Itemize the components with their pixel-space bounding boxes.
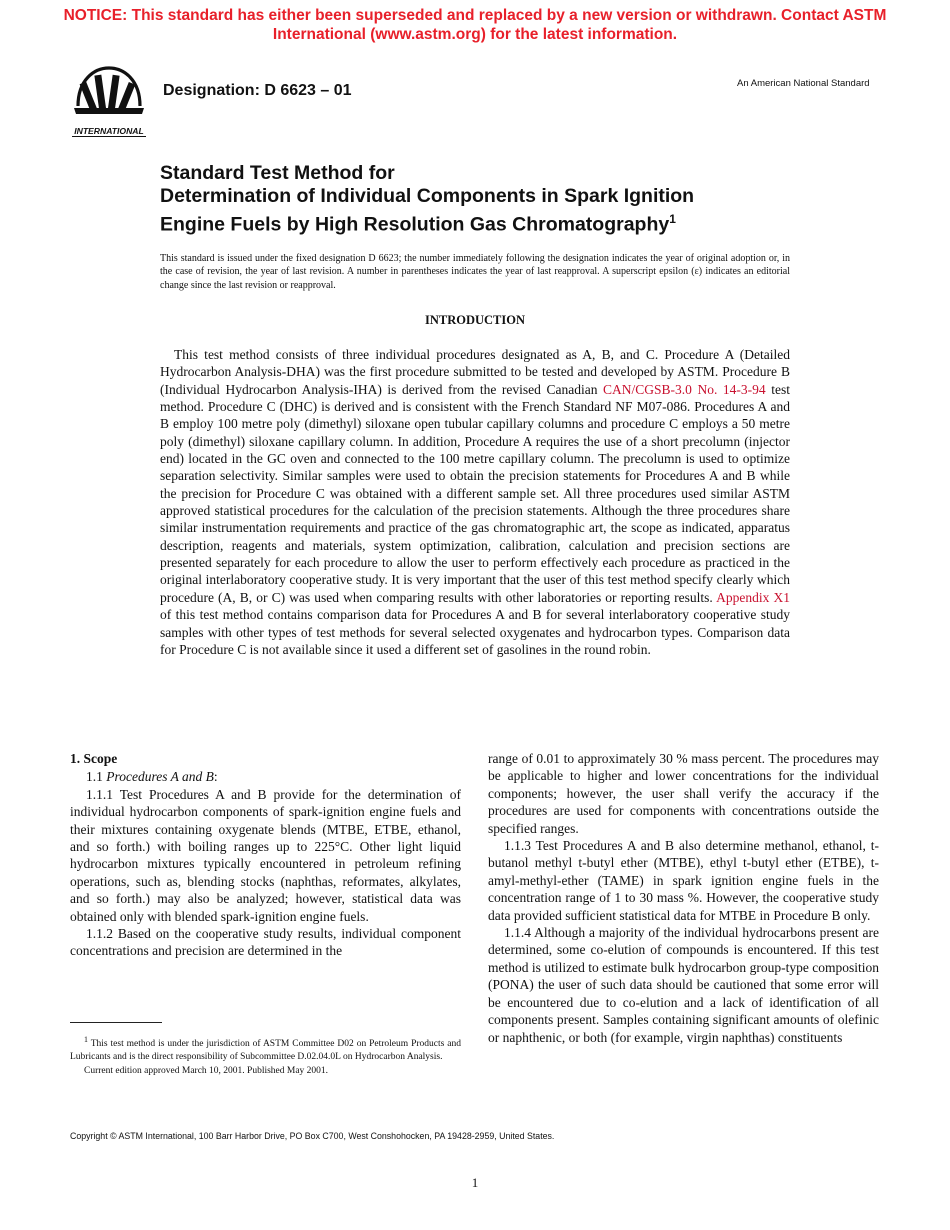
title-footnote-mark: 1 — [669, 212, 676, 226]
notice-line-2: International (www.astm.org) for the latest information. — [272, 26, 678, 43]
section-1-1-2-continued: range of 0.01 to approximately 30 % mass percent. The procedures may be applicable to higher and lower concentrations for the individual components; however, the user shall verify the accuracy if the procedures are used for components with concentrations outside the specified ranges. — [488, 751, 879, 836]
scope-heading: 1. Scope — [70, 751, 118, 766]
astm-logo — [68, 62, 150, 138]
intro-text-b: test method. Procedure C (DHC) is derived and is consistent with the French Standard NF M07-086. Procedures A and B employ 100 metre poly (dimethyl) siloxane open tubular capillary columns and procedure C employs a 50 metre poly (dimethyl) siloxane capillary column. In addition, Procedure A requires the use of a short precolumn (injector end) located in the GC oven and connected to the 100 metre capillary column. The precolumn is used to optimize separation selectivity. Similar samples were used to obtain the precision statements for Procedures A and B while the precision for Procedure C was obtained with a different sample set. All three procedures used similar ASTM approved statistical procedures for the calculation of the precision statements. Although the three procedures share similar instrumentation requirements and practice of the gas chromatographic art, the scope as indicated, apparatus description, reagents and materials, system optimization, calibration, calculation and precision sections are presented separately for each procedure to allow the user to perform effectively each procedure as practiced in the original interlaboratory cooperative study. It is very important that the user of this test method specify clearly which procedure (A, B, or C) was used when comparing results with other laboratories or reporting results. — [160, 381, 791, 605]
introduction-paragraph — [160, 346, 790, 658]
withdrawal-notice — [0, 6, 950, 44]
title-line-2: Determination of Individual Components in Spark Ignition — [160, 185, 695, 207]
issued-note: This standard is issued under the fixed designation D 6623; the number immediately following the designation indicates the year of original adoption or, in the case of revision, the year of last revision. A number in parentheses indicates the year of last reapproval. A superscript epsilon (ε) indicates an editorial change since the last revision or reapproval. — [160, 253, 790, 291]
appendix-x1-link[interactable]: Appendix X1 — [716, 589, 790, 605]
section-1-1-colon: : — [213, 769, 218, 785]
national-standard-label: An American National Standard — [737, 78, 870, 89]
introduction-body — [160, 346, 790, 658]
designation: Designation: D 6623 – 01 — [163, 82, 352, 99]
can-cgsb-link[interactable]: CAN/CGSB-3.0 No. 14-3-94 — [603, 381, 766, 397]
section-1-1-title: Procedures A and B — [106, 769, 214, 785]
section-1-1-1: 1.1.1 Test Procedures A and B provide for the determination of individual hydrocarbon components of spark-ignition engine fuels and their mixtures containing oxygenate blends (MTBE, ETBE, ethanol, and so forth.) with boiling ranges up to 225°C. Other light liquid hydrocarbon mixtures typically encountered in petroleum refining operations, such as, blending stocks (naphthas, reformates, alkylates, and so forth.) may also be analyzed; however, statistical data was obtained only with blended spark-ignition engine fuels. — [70, 786, 461, 924]
document-title — [160, 162, 860, 237]
right-column — [488, 750, 879, 1046]
footnote-1 — [70, 1033, 461, 1065]
section-1-1-number: 1.1 — [86, 769, 107, 785]
section-1-1 — [70, 768, 461, 785]
footnote-approval: Current edition approved March 10, 2001. Published May 2001. — [84, 1065, 329, 1076]
footnote-text: This test method is under the jurisdiction of ASTM Committee D02 on Petroleum Products and Lubricants and is the direct responsibility of Subcommittee D.02.04.0L on Hydrocarbon Analysis. — [70, 1039, 461, 1063]
logo-text: INTERNATIONAL — [74, 126, 144, 136]
section-1-1-4: 1.1.4 Although a majority of the individual hydrocarbons present are determined, some co-elution of compounds is encountered. If this test method is utilized to estimate bulk hydrocarbon group-type composition (PONA) the user of such data should be cautioned that some error will be encountered due to co-elution and a lack of identification of all components present. Samples containing significant amounts of olefinic or naphthenic, or both (for example, virgin naphthas) constituents — [488, 925, 879, 1045]
title-line-3-text: Engine Fuels by High Resolution Gas Chromatography — [160, 213, 670, 236]
footnote — [70, 1033, 461, 1078]
notice-line-1: NOTICE: This standard has either been superseded and replaced by a new version or withdrawn. Contact ASTM — [63, 7, 887, 24]
introduction-heading: INTRODUCTION — [424, 313, 525, 327]
left-column — [70, 750, 461, 960]
title-line-1: Standard Test Method for — [160, 162, 395, 184]
intro-text-a: This test method consists of three individual procedures designated as A, B, and C. Procedure A (Detailed Hydrocarbon Analysis-DHA) was the first procedure submitted to be tested and developed by ASTM. Procedure B (Individual Hydrocarbon Analysis-IHA) is derived from the revised Canadian — [160, 347, 790, 397]
footnote-divider — [70, 1022, 162, 1023]
footnote-mark: 1 — [84, 1035, 88, 1044]
page-number: 1 — [471, 1175, 479, 1190]
copyright-line: Copyright © ASTM International, 100 Barr Harbor Drive, PO Box C700, West Conshohocken, PA 19428-2959, United States. — [70, 1131, 555, 1141]
section-1-1-3: 1.1.3 Test Procedures A and B also determine methanol, ethanol, t-butanol methyl t-butyl ether (MTBE), ethyl t-butyl ether (ETBE), t-amyl-methyl-ether (TAME) in spark ignition engine fuels in the concentration range of 1 to 30 mass %. However, the cooperative study data provided sufficient statistical data for MTBE in Procedure B only. — [488, 838, 879, 923]
intro-text-c: of this test method contains comparison data for Procedures A and B for several interlaboratory cooperative study samples with other types of test methods for several selected oxygenates and hydrocarbon types. Comparison data for Procedure C is not available since it used a different set of gasolines in the round robin. — [160, 607, 790, 657]
title-line-3 — [160, 208, 860, 237]
section-1-1-2: 1.1.2 Based on the cooperative study results, individual component concentrations and precision are determined in the — [70, 926, 461, 959]
